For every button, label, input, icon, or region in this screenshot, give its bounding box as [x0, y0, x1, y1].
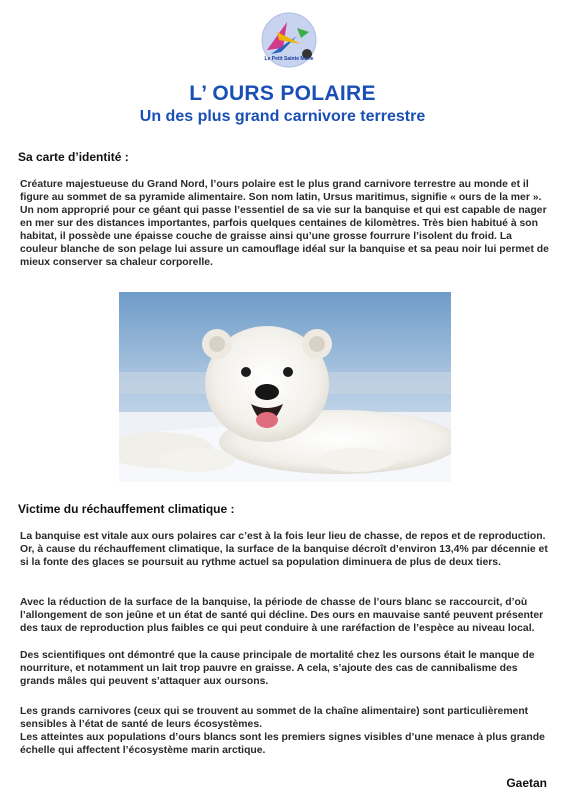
school-logo — [257, 10, 321, 74]
climate-paragraph-2: Avec la réduction de la surface de la banquise, la période de chasse de l’ours blanc se raccourcit, d’où l’allongement de son jeûne et un état de santé qui décline. Des ours en mauvaise santé peuvent présenter des taux de reproduction plus faibles ce qui peut conduire à une raréfaction de l’espèce au niveau local. — [20, 597, 544, 634]
section-heading-identity: Sa carte d’identité : — [18, 150, 129, 164]
polar-bear-photo — [119, 292, 451, 482]
climate-paragraph-4: Les grands carnivores (ceux qui se trouvent au sommet de la chaîne alimentaire) sont particulièrement sensibles à l’état de santé de leurs écosystèmes. — [20, 706, 529, 730]
section-heading-climate: Victime du réchauffement climatique : — [18, 502, 235, 516]
page-subtitle: Un des plus grand carnivore terrestre — [139, 108, 426, 125]
page-title: L’ OURS POLAIRE — [189, 82, 376, 105]
climate-paragraph-5: Les atteintes aux populations d’ours blancs sont les premiers signes visibles d’une menace à plus grande échelle qui affectent l’écosystème marin arctique. — [20, 732, 545, 756]
author-signature: Gaetan — [506, 776, 547, 790]
identity-paragraph: Créature majestueuse du Grand Nord, l’ours polaire est le plus grand carnivore terrestre au monde et il figure au sommet de sa pyramide alimentaire. Son nom latin, Ursus maritimus, signifie « ours de la mer ». Un nom approprié pour ce géant qui passe l’essentiel de sa vie sur la banquise et qui est capable de nager en mer sur des distances importantes, parfois quelques centaines de kilomètres. Très bien habitué à son habitat, il possède une épaisse couche de graisse ainsi qu’une grosse fourrure l’isolent du froid. La couleur blanche de son pelage lui assure un camouflage idéal sur la banquise et sa peau noir lui permet de mieux conserver sa chaleur corporelle. — [20, 179, 549, 268]
climate-paragraph-1: La banquise est vitale aux ours polaires car c’est à la fois leur lieu de chasse, de repos et de reproduction. Or, à cause du réchauffement climatique, la surface de la banquise décroît d’environ 13,4% par décennie et si la fonte des glaces se poursuit au rythme actuel sa population diminuera de plus de deux tiers. — [20, 531, 548, 568]
climate-paragraph-3: Des scientifiques ont démontré que la cause principale de mortalité chez les oursons était le manque de nourriture, et notamment un lait trop pauvre en graisse. A cela, s’ajoute des cas de cannibalisme des grands mâles qui peuvent s’attaquer aux oursons. — [20, 650, 535, 687]
logo-text: Le Petit Sainte Marie — [264, 56, 314, 62]
